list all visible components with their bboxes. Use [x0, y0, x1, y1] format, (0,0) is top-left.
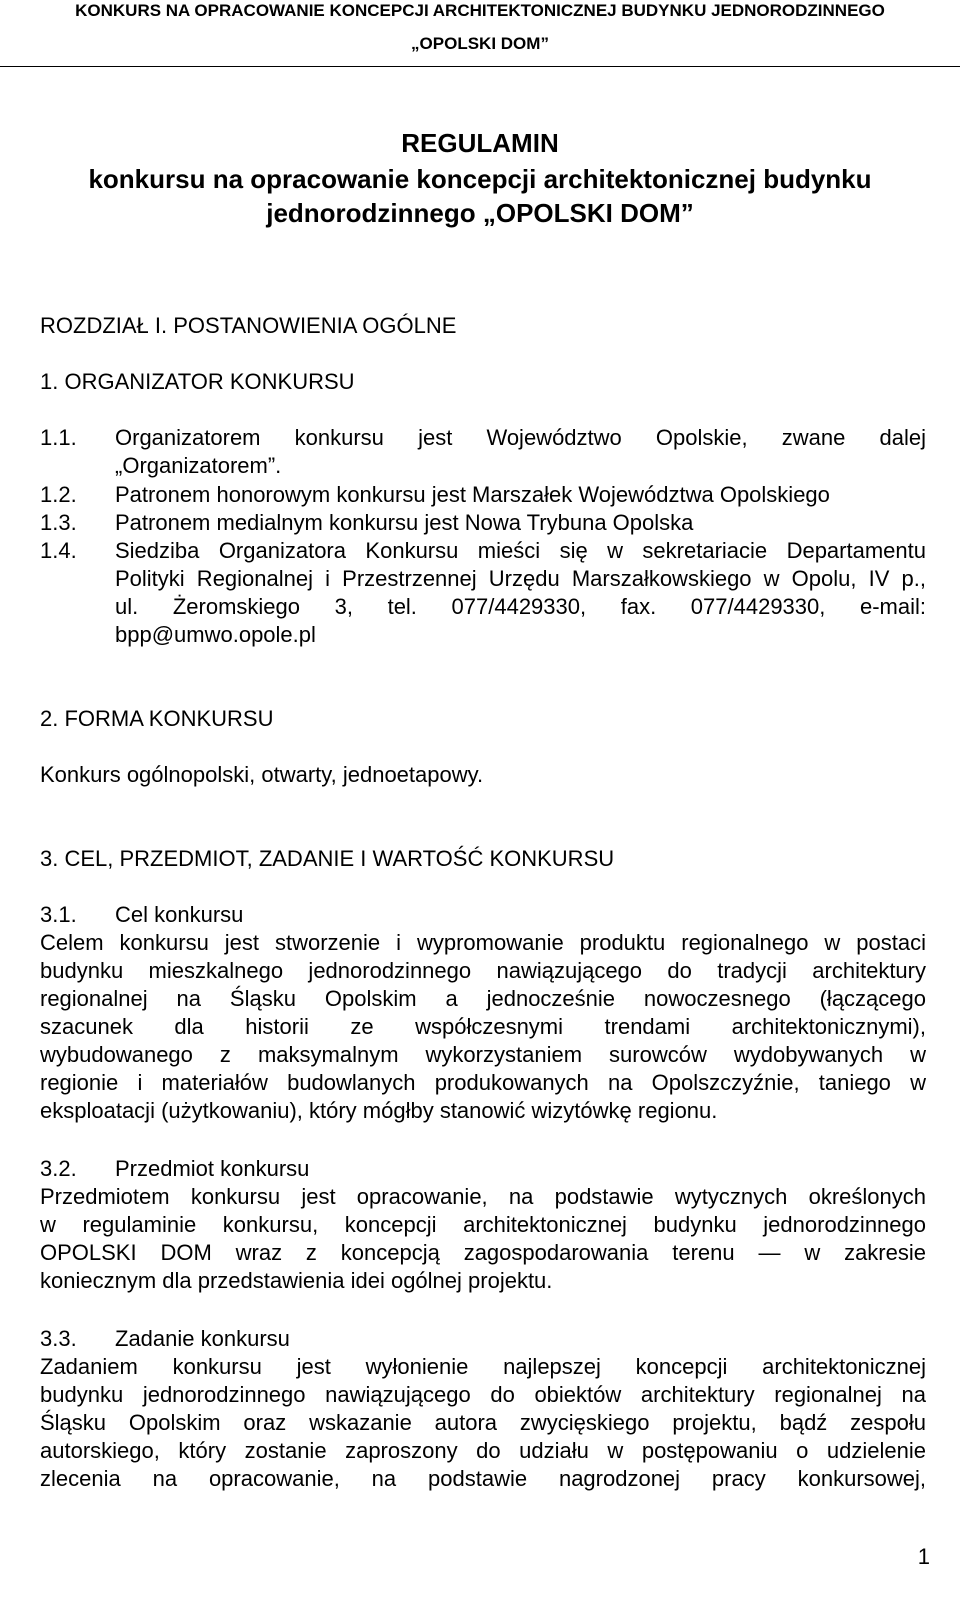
- header-rule: [0, 66, 960, 67]
- subsection-heading-3-3: 3.3. Zadanie konkursu: [40, 1326, 290, 1351]
- subsection-heading-3-1: 3.1. Cel konkursu: [40, 902, 244, 927]
- chapter-heading: ROZDZIAŁ I. POSTANOWIENIA OGÓLNE: [40, 313, 457, 338]
- list-item: [40, 509, 926, 537]
- paragraph-zadanie: Zadaniem konkursu jest wyłonienie najlepszej koncepcji architektonicznej budynku jednorodzinnego nawiązującego do obiektów architektury regionalnej na Śląsku Opolskim oraz wskazanie autora zwycięskiego projektu, bądź zespołu autorskiego, który zostanie zaproszony do udziału w postępowaniu o udzielenie zlecenia na opracowanie, na podstawie nagrodzonej pracy konkursowej,: [40, 1354, 926, 1491]
- item-text-line: Patronem honorowym konkursu jest Marszałek Województwa Opolskiego: [115, 482, 830, 507]
- item-text-line: „Organizatorem”.: [115, 453, 282, 478]
- item-text-line: Siedziba Organizatora Konkursu mieści się w sekretariacie Departamentu: [115, 538, 926, 563]
- item-number: 1.4.: [40, 538, 77, 563]
- item-text-line: bpp@umwo.opole.pl: [115, 622, 316, 647]
- item-number: 1.1.: [40, 425, 77, 450]
- running-header-line1: KONKURS NA OPRACOWANIE KONCEPCJI ARCHITEKTONICZNEJ BUDYNKU JEDNORODZINNEGO: [75, 1, 885, 20]
- section-heading-3: 3. CEL, PRZEDMIOT, ZADANIE I WARTOŚĆ KONKURSU: [40, 846, 615, 871]
- paragraph-cel: Celem konkursu jest stworzenie i wypromowanie produktu regionalnego w postaci budynku mieszkalnego jednorodzinnego nawiązującego do tradycji architektury regionalnej na Śląsku Opolskim a jednocześnie nowoczesnego (łączącego szacunek dla historii ze współczesnymi trendami architektonicznymi), wybudowanego z maksymalnym wykorzystaniem surowców wydobywanych w regionie i materiałów budowlanych produkowanych na Opolszczyźnie, taniego w eksploatacji (użytkowaniu), który mógłby stanowić wizytówkę regionu.: [40, 930, 926, 1123]
- document-subtitle-line2: jednorodzinnego „OPOLSKI DOM”: [266, 198, 694, 228]
- page-number: 1: [917, 1544, 930, 1569]
- subsection-heading-3-2: 3.2. Przedmiot konkursu: [40, 1156, 310, 1181]
- item-text-line: Organizatorem konkursu jest Województwo Opolskie, zwane dalej: [115, 425, 926, 450]
- running-header-line2: „OPOLSKI DOM”: [411, 34, 549, 53]
- item-number: 1.3.: [40, 510, 77, 535]
- item-text-line: Polityki Regionalnej i Przestrzennej Urzędu Marszałkowskiego w Opolu, IV p.,: [115, 566, 926, 591]
- document-subtitle-line1: konkursu na opracowanie koncepcji architektonicznej budynku: [88, 164, 872, 194]
- list-item: [40, 537, 926, 649]
- section-heading-1: 1. ORGANIZATOR KONKURSU: [40, 369, 355, 394]
- section2-text: Konkurs ogólnopolski, otwarty, jednoetapowy.: [40, 762, 484, 787]
- document-title: REGULAMIN: [401, 128, 559, 158]
- item-number: 1.2.: [40, 482, 77, 507]
- list-item: [40, 424, 926, 480]
- list-item: [40, 481, 926, 509]
- section-heading-2: 2. FORMA KONKURSU: [40, 706, 274, 731]
- item-text-line: Patronem medialnym konkursu jest Nowa Trybuna Opolska: [115, 510, 694, 535]
- item-text-line: ul. Żeromskiego 3, tel. 077/4429330, fax. 077/4429330, e-mail:: [115, 594, 926, 619]
- paragraph-przedmiot: Przedmiotem konkursu jest opracowanie, na podstawie wytycznych określonych w regulaminie konkursu, koncepcji architektonicznej budynku jednorodzinnego OPOLSKI DOM wraz z koncepcją zagospodarowania terenu — w zakresie koniecznym dla przedstawienia idei ogólnej projektu.: [40, 1184, 926, 1293]
